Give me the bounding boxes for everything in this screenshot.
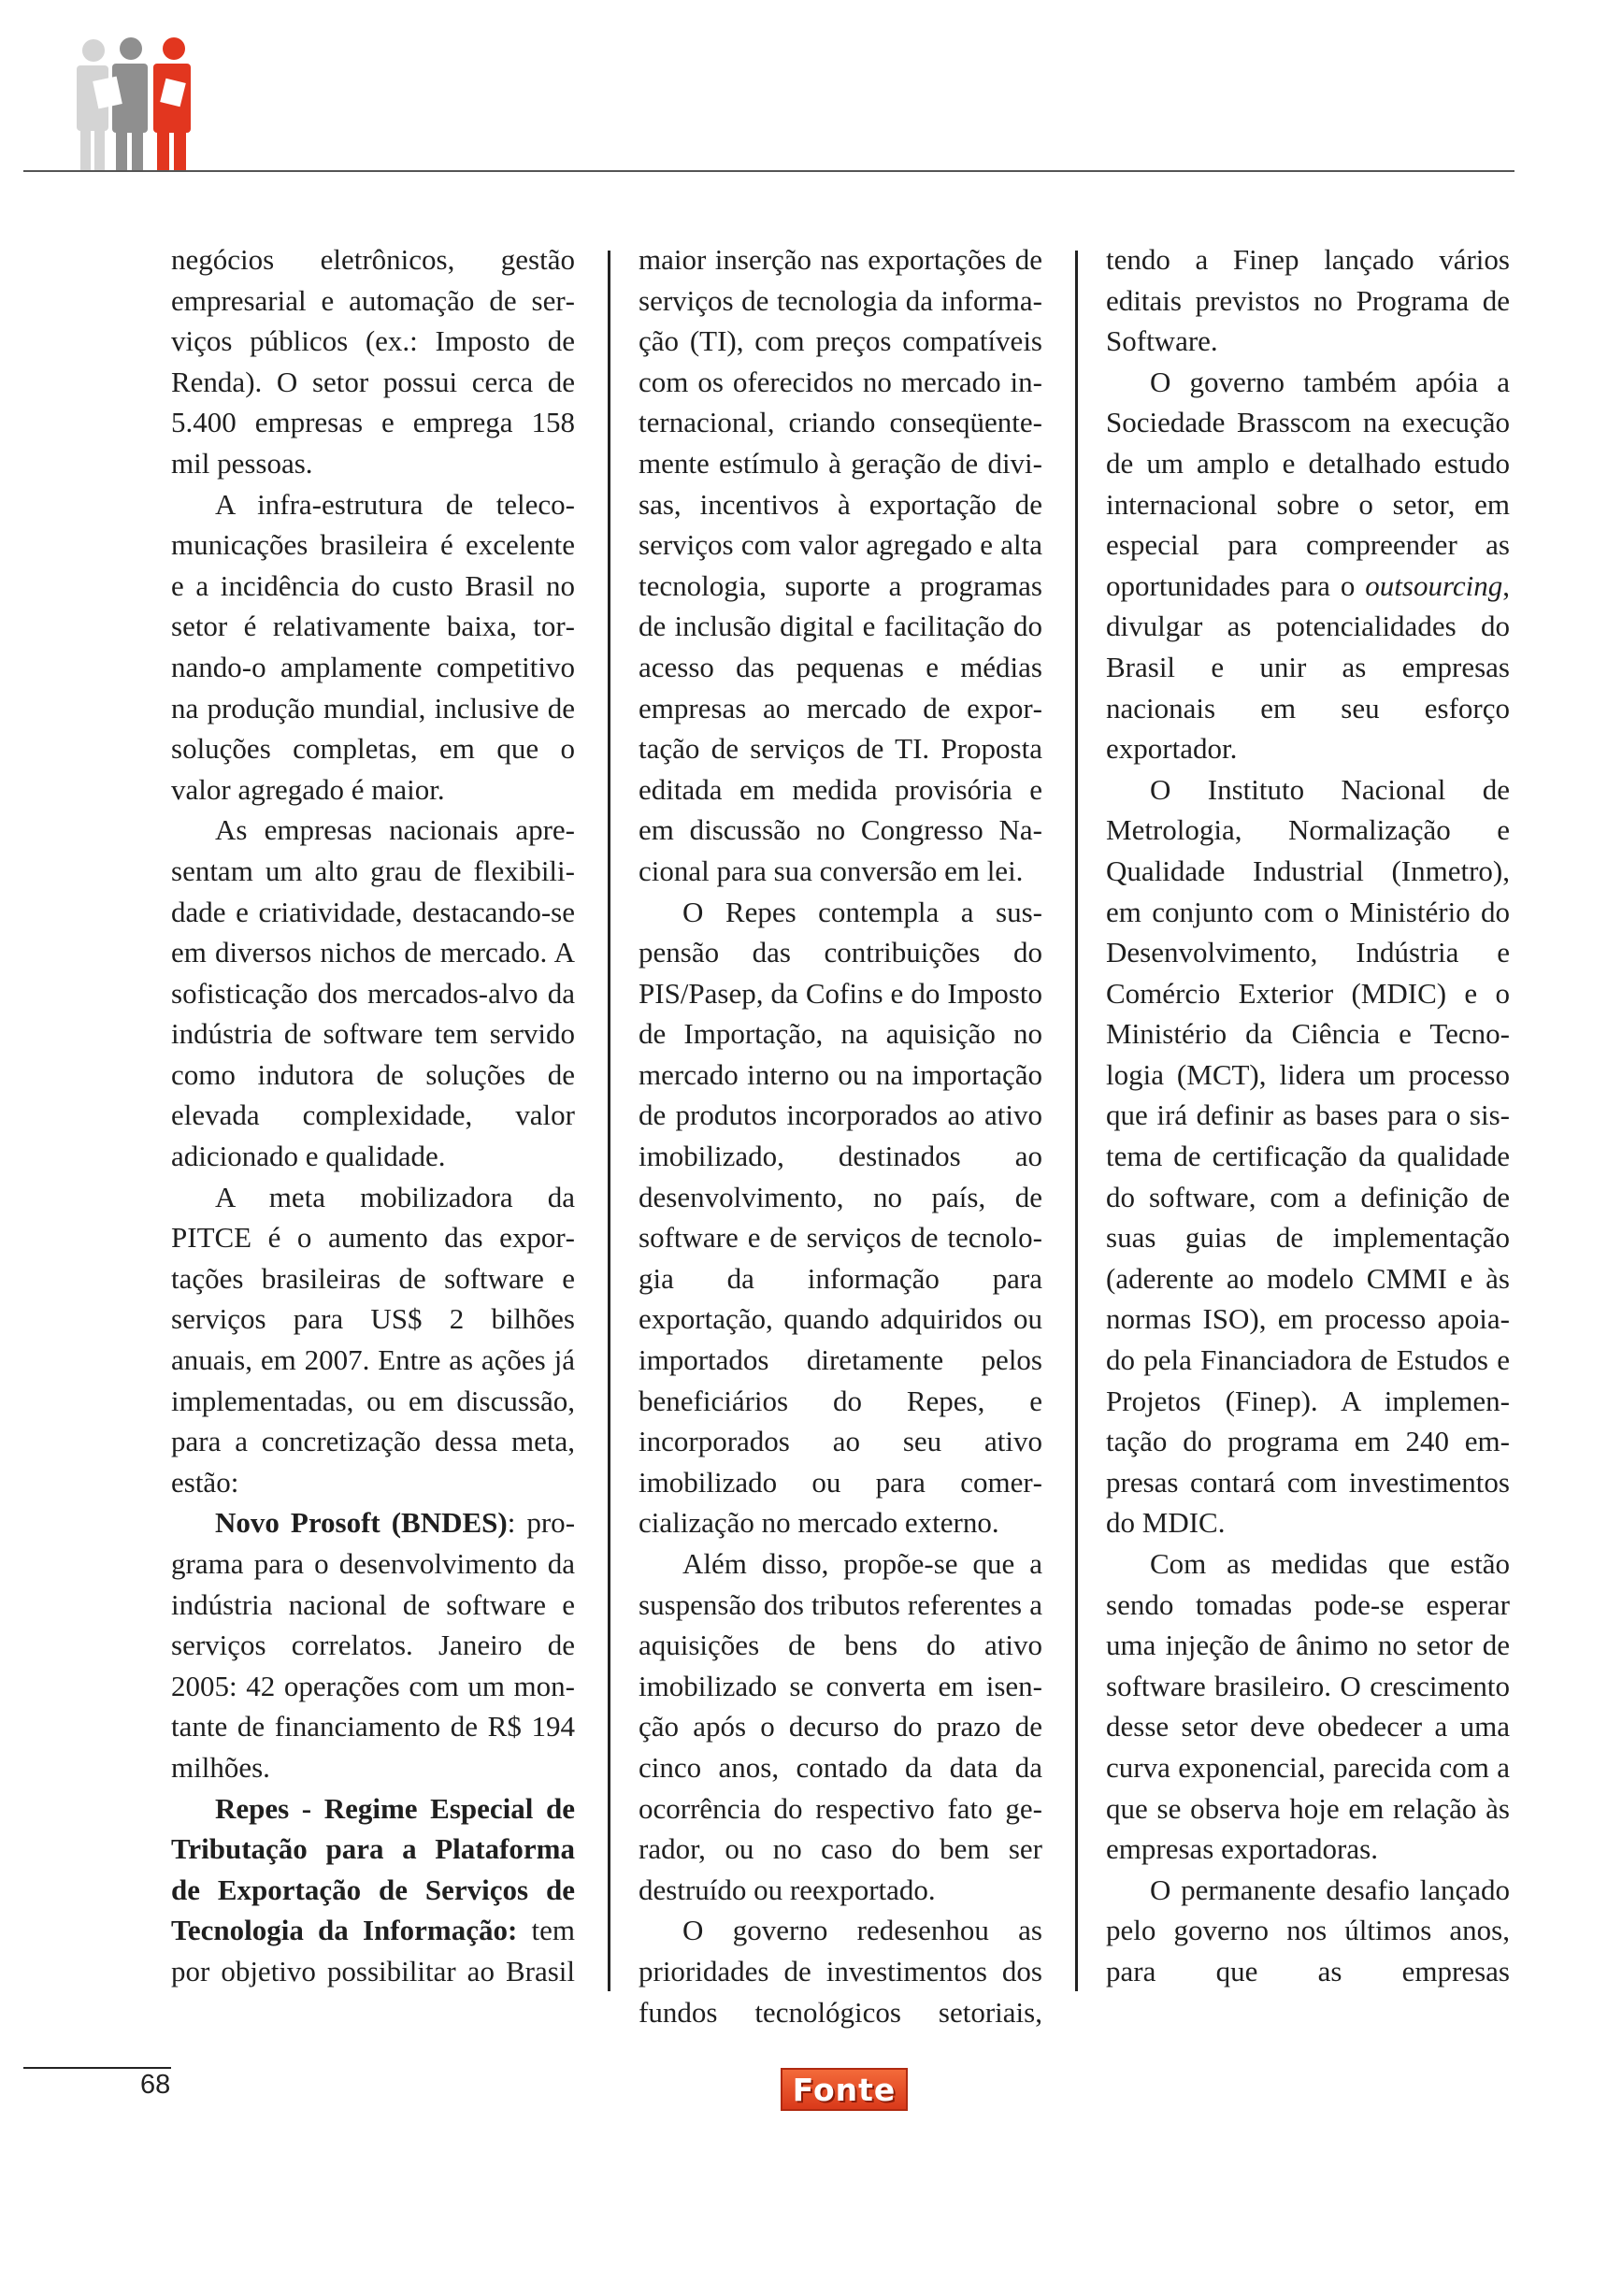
paragraph-text: tem por objetivo possibilitar ao Brasil [171, 1914, 575, 1987]
paragraph [171, 1502, 575, 1787]
text-column-3 [1106, 239, 1510, 1992]
paragraph-text: , divulgar as potencialidades do Brasil e unir as empresas nacionais em seu esforço exportador. [1106, 568, 1510, 766]
paragraph: negócios eletrônicos, gestão empresarial e automação de serviços públicos (ex.: Imposto de Renda). O setor possui cerca de 5.400 empresas e emprega 158 mil pessoas. [171, 243, 575, 480]
paragraph: tendo a Finep lançado vários editais previstos no Programa de Software. [1106, 243, 1510, 358]
bold-heading: Repes - Regime Especial de Tributação para a Plataforma de Exportação de Serviços de Tecnologia da Informação: [171, 1791, 575, 1947]
paragraph [171, 1788, 575, 1992]
paragraph: O Instituto Nacional de Metrologia, Normalização e Qualidade Industrial (Inmetro), em conjunto com o Ministério do Desenvolvimento, Indústria e Comércio Exterior (MDIC) e o Ministério da Ciência e Tecnologia (MCT), lidera um processo que irá definir as bases para o sistema de certificação da qualidade do software, com a definição de suas guias de implementação (aderente ao modelo CMMI e às normas ISO), em processo apoiado pela Financiadora de Estudos e Projetos (Finep). A implementação do programa em 240 empresas contará com investimentos do MDIC. [1106, 772, 1510, 1540]
paragraph [1106, 362, 1510, 769]
paragraph: maior inserção nas exportações de serviços de tecnologia da informação (TI), com preços compatíveis com os oferecidos no mercado internacional, criando conseqüentemente estímulo à geração de divisas, incentivos à exportação de serviços com valor agregado e alta tecnologia, suporte a programas de inclusão digital e facilitação do acesso das pequenas e médias empresas ao mercado de exportação de serviços de TI. Proposta editada em medida provisória e em discussão no Congresso Nacional para sua conversão em lei. [639, 243, 1042, 887]
column-divider [1075, 251, 1078, 1991]
paragraph: Além disso, propõe-se que a suspensão dos tributos referentes a aquisições de bens do ativo imobilizado se converta em isenção após o decurso do prazo de cinco anos, contado da data da ocorrência do respectivo fato gerador, ou no caso do bem ser destruído ou reexportado. [639, 1547, 1042, 1906]
paragraph-text: O governo também apóia a Sociedade Brasscom na execução de um amplo e detalhado estudo internacional sobre o setor, em especial para compreender as oportunidades para o [1106, 365, 1510, 602]
paragraph: As empresas nacionais apresentam um alto grau de flexibilidade e criatividade, destacando-se em diversos nichos de mercado. A sofisticação dos mercados-alvo da indústria de software tem servido como indutora de soluções de elevada complexidade, valor adicionado e qualidade. [171, 813, 575, 1173]
italic-term: outsourcing [1365, 568, 1503, 602]
people-logo-icon [73, 36, 213, 172]
column-divider [608, 251, 610, 1991]
paragraph: A infra-estrutura de telecomunicações brasileira é excelente e a incidência do custo Brasil no setor é relativamente baixa, tornando-o amplamente competitivo na produção mundial, inclusive de soluções completas, em que o valor agregado é maior. [171, 487, 575, 806]
paragraph-text: : programa para o desenvolvimento da indústria nacional de software e serviços correlatos. Janeiro de 2005: 42 operações com um montante de financiamento de R$ 194 milhões. [171, 1506, 576, 1784]
text-column-2 [639, 239, 1042, 2032]
paragraph: O permanente desafio lançado pelo governo nos últimos anos, para que as empresas [1106, 1873, 1510, 1987]
footer-rule [23, 2067, 171, 2069]
bold-heading: Novo Prosoft (BNDES) [215, 1506, 508, 1540]
page-number: 68 [140, 2070, 171, 2100]
header-rule [23, 170, 1514, 172]
paragraph: A meta mobilizadora da PITCE é o aumento das exportações brasileiras de software e serviços para US$ 2 bilhões anuais, em 2007. Entre as ações já implementadas, ou em discussão, para a concretização dessa meta, estão: [171, 1180, 575, 1499]
text-column-1 [171, 239, 575, 1992]
paragraph: O Repes contempla a suspensão das contribuições do PIS/Pasep, da Cofins e do Imposto de Importação, na aquisição no mercado interno ou na importação de produtos incorporados ao ativo imobilizado, destinados ao desenvolvimento, no país, de software e de serviços de tecnologia da informação para exportação, quando adquiridos ou importados diretamente pelos beneficiários do Repes, e incorporados ao seu ativo imobilizado ou para comercialização no mercado externo. [639, 895, 1042, 1540]
paragraph: O governo redesenhou as prioridades de investimentos dos fundos tecnológicos setoriais, [639, 1914, 1042, 2029]
paragraph: Com as medidas que estão sendo tomadas pode-se esperar uma injeção de ânimo no setor de software brasileiro. O crescimento desse setor deve obedecer a uma curva exponencial, parecida com a que se observa hoje em relação às empresas exportadoras. [1106, 1547, 1510, 1866]
fonte-logo-text: Fonte [792, 2071, 897, 2108]
fonte-logo [781, 2068, 908, 2111]
